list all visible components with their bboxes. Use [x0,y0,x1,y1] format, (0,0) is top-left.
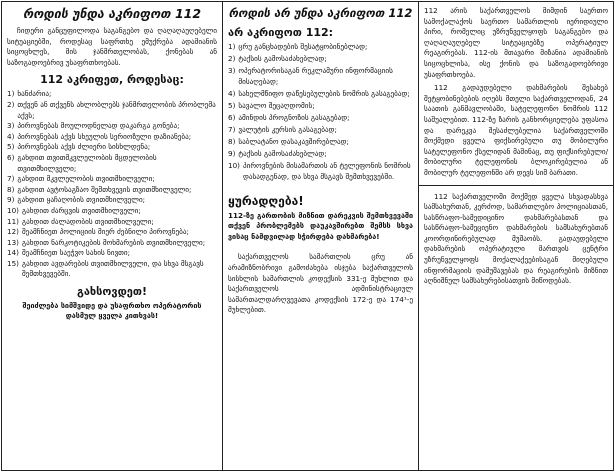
list-item: 10) გახდით ძარცვის თვითმხილველი; [7,205,141,215]
list-item: 1) ცრუ განცხადების შესატყობინებლად; [228,42,368,51]
list-item: 2) ტაქსის გამოსაძახებლად; [228,54,327,64]
list-item: 8) გახდით ავტოსაგზაო შემთხვევის თვითმხილველი; [7,184,192,194]
intro-paragraph: ჩიდერი განცუფილოდა საგანგებო და ღაღაღაუღებელი სიტუაციებში, როდესაც საფრთხე ემუქრება ადამიანის სიცოცხლეს, მის ჯანმრთელობას, ქონებას ან საზოგადოებრივ უსაფრთხოებას. [7,26,217,67]
list-item: 10) პიროვნების მისამართის ან ტელეფონის ნომრის დასადგენად, და სხვა მსგავს შემთხვევებში. [228,161,411,182]
divider [419,185,613,186]
about-paragraph-2: 112 გადაუდებელი დახმარების შესახებ შეტყობინებების იღებს მთელი საქართველოდან, 24 საათის განმავლობაში, სატელეფონო ნომრის 112 საშუალებით. 112-ზე ზარის განხორციელება უფასოა და დარეკვა შესაძლებელია საქართველოში მოქმედი ყველა ფიქსირებული თუ მობილური სატელეფონო ქსელიდან მაშინაც, თუ ფიქსირებული/მობილური ტელეფონის ბლოკირებულია ან მობილურ ტელეფონში არ დევს სიმ ბარათი. [424,83,608,177]
list-item: 3) პიროვნებას მოულოდნელად დაკარგა გონება; [7,121,180,131]
list-item: 9) გახდით ყაჩაღობის თვითმხილველი; [7,195,146,205]
list-item: 4) სახელმწიფო დაწესებულების ნომრის გასაგებად; [228,88,410,98]
list-item: 12) შეამჩნიეთ პოლიციის მიერ ძებნილი პიროვნება; [7,227,189,237]
when-not-to-call-column [222,2,418,470]
list-item: 5) სავალო შეცაღდომის; [228,100,315,110]
list-item: 11) გახდით ძალადობის თვითმხილველი; [7,216,154,226]
list-item: 5) პიროვნებას აქვს ძლიერი სისხლდენა; [7,142,151,152]
list-item: 9) ტაქსის გამოსაძახებლად; [228,149,327,159]
list-item: 4) პიროვნებას აქვს სხეულის სერიოზული დაზიანება; [7,131,192,141]
list-item: 7) გახდით მკვლელობის თვითმხილველი; [7,174,155,184]
when-to-call-column [2,2,222,470]
call-when-subheading: 112 აკრიფეთ, როდესაც: [40,73,184,87]
do-not-call-list [228,42,413,183]
when-to-call-heading: როდის უნდა აკრიფოთ 112 [22,6,202,21]
remember-heading: გახსოვდეთ! [76,285,147,299]
about-paragraph-1: 112 არის საქართველოს მიმდინ საერთო სამოქალაქოს საერთო სამართლის იერიდიული პირი, რომელიც უზრუნველყოფს საგანგებო და ღაღაღაუღებელ სიტუაციებზე ოპერატიულ რეაგირებას. 112-ის მთავარი მიზანია ადამიანის სიცოცხლისა, ისე ქონის და საზოგადოებრივი უსაფრთხოება. [424,6,608,79]
about-paragraph-3: 112 საქართველოში მოქმედ ყველა სხვადასხვა სამსახურთან, კერძოდ, სამართლებო პოლიციასთან, სასწრაფო-სამედიცინო დახმარებასთან და სასწრაფო-სამეციენო დახმარების სამსახურებთან კოორდინირებულად მუშაობს. გადაუდებელი დახმარების ოპერატიული მართვის ცენტრი უზრუნველყოფს მოქალაქეებისაგან მიღებული ინფორმაციის დამუშავებას და რეაგირების მიზნით აღნიშნულ სამსახურებისათვის მიწოდებას. [424,191,608,286]
list-item: 6) გახდით თვითმკვლელობის მცდელობის თვითმხილველი; [7,152,157,173]
attention-text: 112-ზე გართობის მიზნით დარეკვის შემთხვევაში თქვენ პრობლემებს დაუკავშირებთ შემსს სხვა ვისაც ნამდვილად სჭირდება დახმარება! [228,210,413,241]
list-item: 3) ოპერატორისაგან რეკლამური ინფორმაციის მისაღებად; [228,66,393,86]
attention-heading: ყურადღება! [228,193,304,208]
list-item: 1) ხანძარია; [7,89,52,99]
about-112-column [418,2,613,470]
when-not-to-call-heading: როდის არ უნდა აკრიფოთ 112 [228,6,413,20]
list-item: 14) შეამჩნიეთ საეჭვო სახის ნივთი; [7,248,131,258]
flyer-page [1,1,614,471]
law-text: საქართველოს სამართლის ცრუ ან არამიზნობრივი გამოძახება ისჯება საქართველოს სისხლის სამართლის კოდექსის 331-ე მუხლით და საქართველოს ადმინისტრაციულ სამართალდარღვევათა კოდექსის 172-ე და 174¹-ე მუხლებით. [228,252,413,315]
call-when-list [7,89,217,280]
list-item: 13) გახდით ნარკოტიკების მოხმარების თვითმხილველი; [7,237,206,247]
remember-text: შეიძლება სიმშვიდე და უსაფრთხო ოპერატორის დასმულ ყველა კითხვას! [22,301,202,321]
list-item: 2) თქვენ ან თქვენს ახლობლებს ჯანმრთელობის პრობლემა აქვს; [7,99,216,120]
list-item: 7) ვალუტის კურსის გასაგებად; [228,125,337,135]
list-item: 15) გახდით ავდარების თვითმხილველი, და სხვა მსგავს შემთხვევებში. [7,258,204,279]
do-not-call-subheading: არ აკრიფოთ 112: [228,26,334,39]
list-item: 6) ამინდის პროგნოზის გასაგებად; [228,113,350,123]
list-item: 8) საბლატანო დასაკავშირებლად; [228,137,349,147]
